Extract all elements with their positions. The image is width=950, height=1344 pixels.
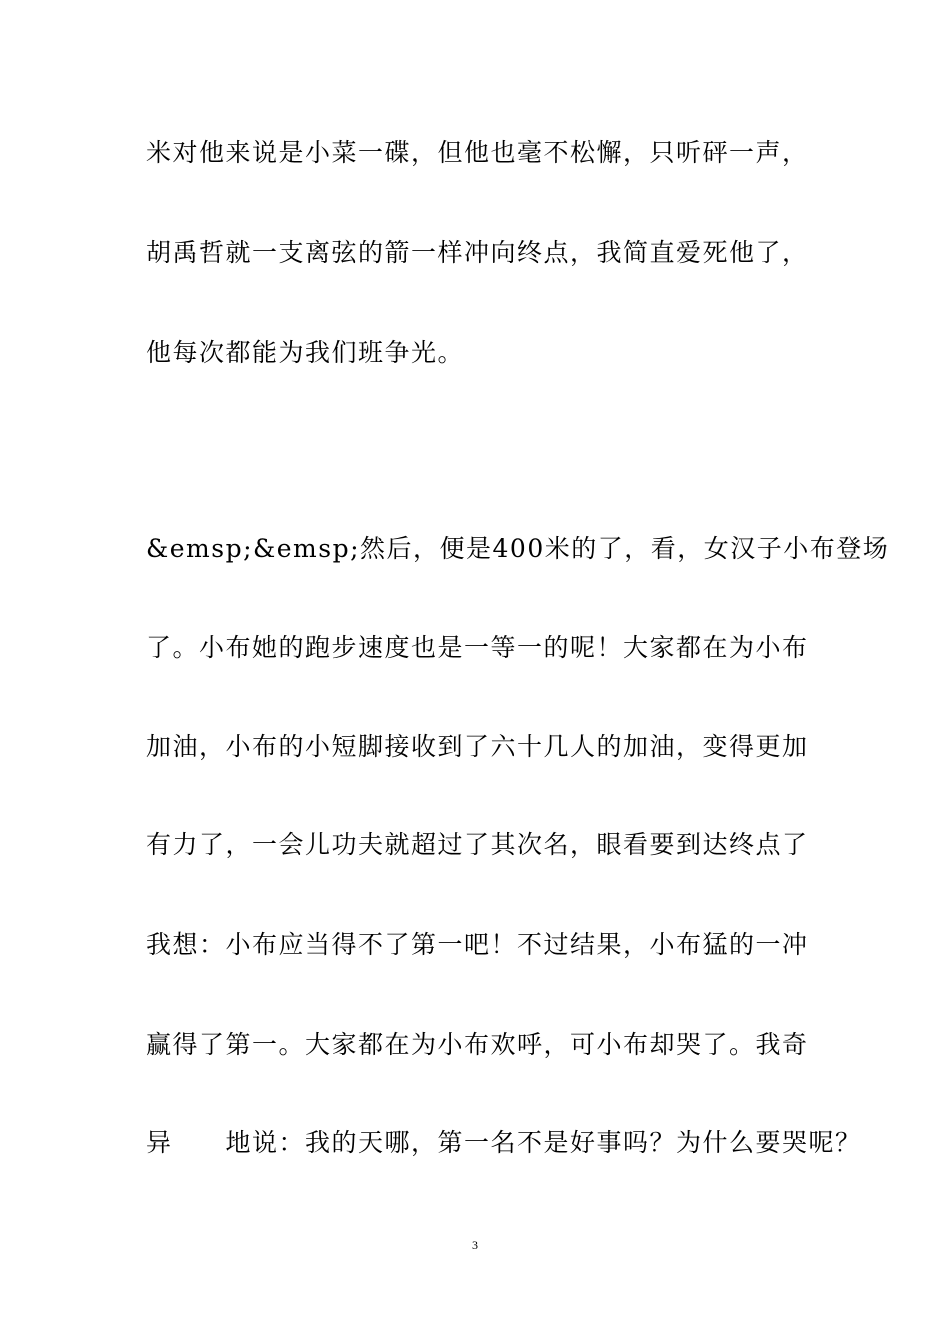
text-line: 米对他来说是小菜一碟，但他也毫不松懈，只听砰一声， [146, 138, 809, 167]
text-line: 异 地说：我的天哪，第一名不是好事吗？为什么要哭呢？ [146, 1128, 862, 1157]
text-line: 我想：小布应当得不了第一吧！不过结果，小布猛的一冲 [146, 930, 809, 959]
text-line: 他每次都能为我们班争光。 [146, 338, 465, 367]
text-line: 了。小布她的跑步速度也是一等一的呢！大家都在为小布 [146, 633, 809, 662]
text-line: 胡禹哲就一支离弦的箭一样冲向终点，我简直爱死他了， [146, 238, 809, 267]
text-line: &emsp;&emsp;然后，便是400米的了，看，女汉子小布登场 [146, 534, 890, 563]
text-line: 赢得了第一。大家都在为小布欢呼，可小布却哭了。我奇 [146, 1030, 809, 1059]
text-line: 有力了，一会儿功夫就超过了其次名，眼看要到达终点了 [146, 830, 809, 859]
text-line: 加油，小布的小短脚接收到了六十几人的加油，变得更加 [146, 732, 809, 761]
page-number: 3 [472, 1238, 478, 1252]
